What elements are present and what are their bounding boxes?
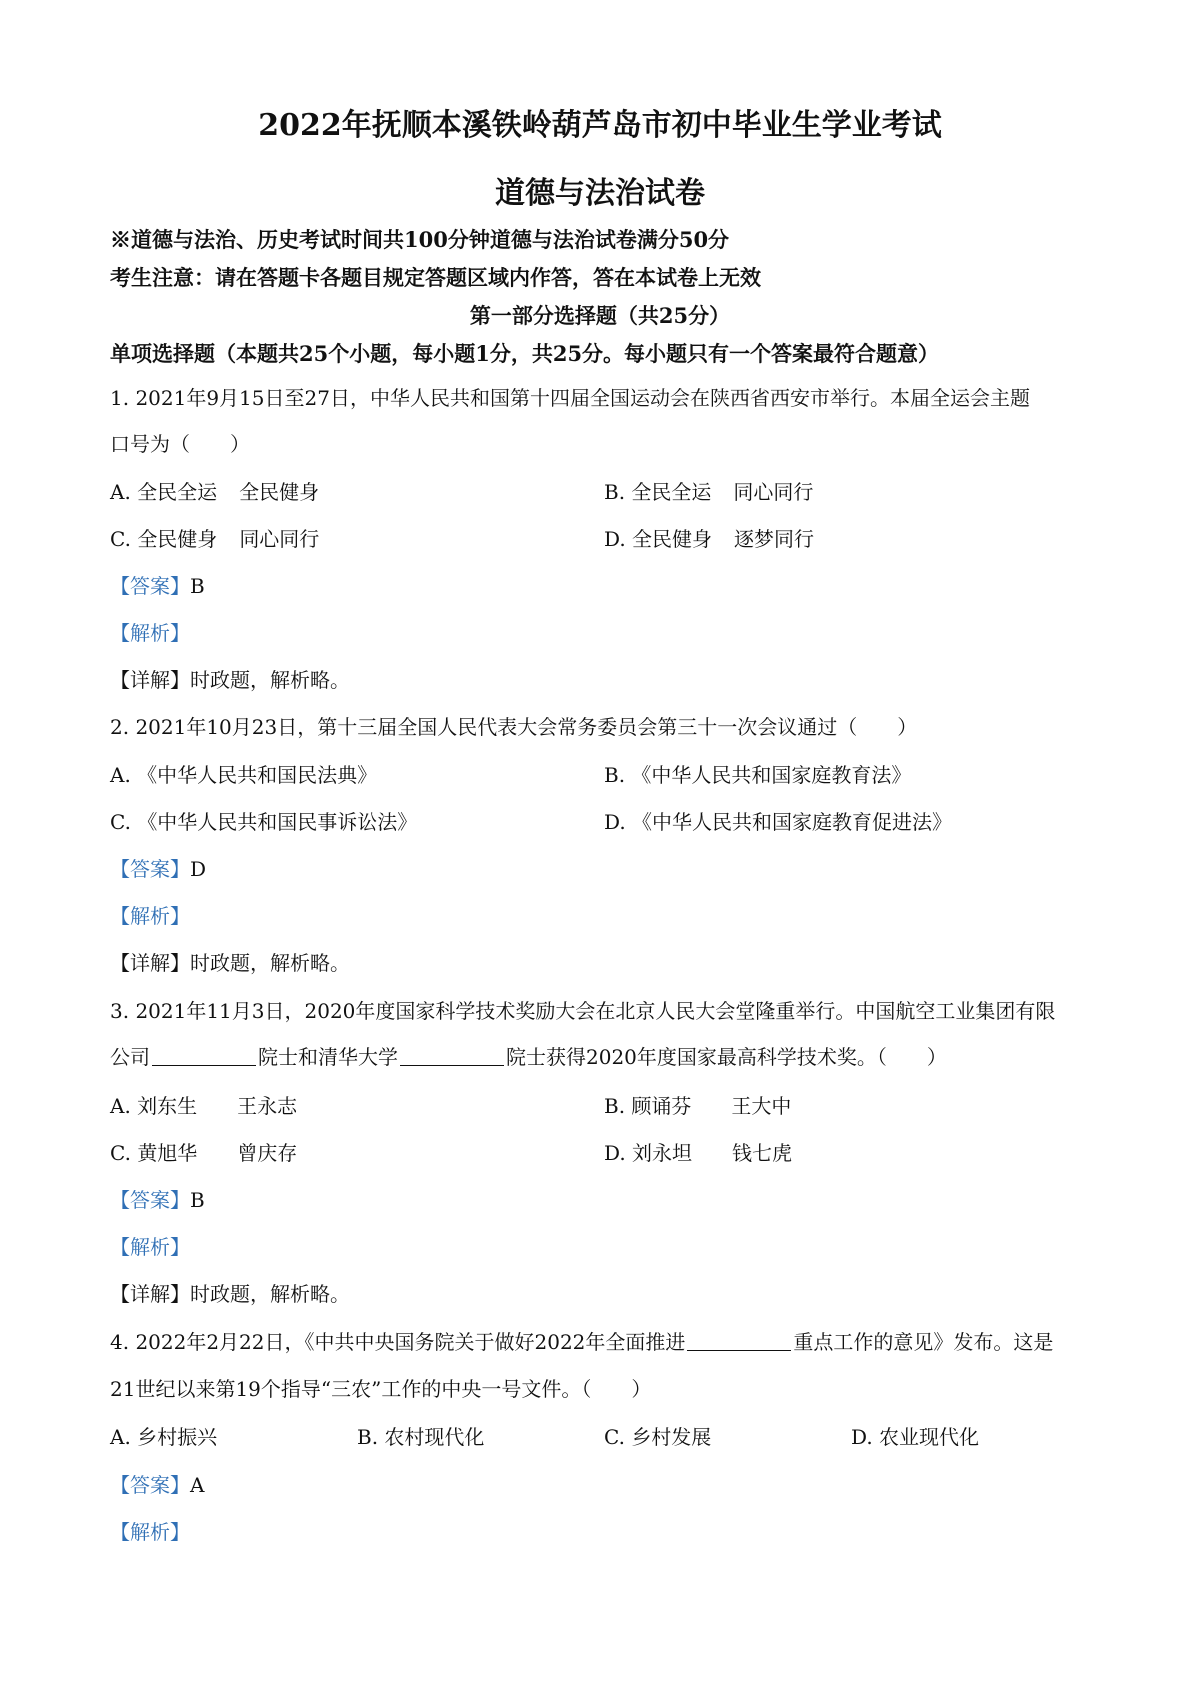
question-1-stem: 1. 2021年9月15日至27日，中华人民共和国第十四届全国运动会在陕西省西安市举行。本届全运会主题 — [110, 386, 1030, 410]
question-1-answer: 【答案】B — [110, 574, 205, 598]
question-3-stem-cont: 公司 院士和清华大学 院士获得2020年度国家最高科学技术奖。（ ） — [110, 1045, 947, 1069]
candidate-notice: 考生注意：请在答题卡各题目规定答题区域内作答，答在本试卷上无效 — [110, 265, 761, 290]
question-3-analysis: 【解析】 — [110, 1235, 190, 1259]
section-heading: 单项选择题（本题共25个小题，每小题1分，共25分。每小题只有一个答案最符合题意） — [110, 341, 940, 366]
question-4-option-b[interactable]: B. 农村现代化 — [357, 1425, 485, 1449]
question-2-option-a[interactable]: A. 《中华人民共和国民法典》 — [110, 763, 378, 787]
question-1-option-a[interactable]: A. 全民全运 全民健身 — [110, 480, 320, 504]
question-1-detail: 【详解】时政题，解析略。 — [110, 668, 350, 692]
part-heading: 第一部分选择题（共25分） — [469, 303, 731, 328]
question-2-analysis: 【解析】 — [110, 904, 190, 928]
question-3-option-c[interactable]: C. 黄旭华 曾庆存 — [110, 1141, 298, 1165]
question-2-option-d[interactable]: D. 《中华人民共和国家庭教育促进法》 — [604, 810, 953, 834]
fill-blank — [687, 1332, 791, 1351]
question-4-option-c[interactable]: C. 乡村发展 — [604, 1425, 712, 1449]
question-1-analysis: 【解析】 — [110, 621, 190, 645]
question-3-option-b[interactable]: B. 顾诵芬 王大中 — [604, 1094, 792, 1118]
question-2-option-b[interactable]: B. 《中华人民共和国家庭教育法》 — [604, 763, 912, 787]
question-1-option-b[interactable]: B. 全民全运 同心同行 — [604, 480, 814, 504]
page-title: 2022年抚顺本溪铁岭葫芦岛市初中毕业生学业考试 — [258, 108, 942, 143]
question-3-answer: 【答案】B — [110, 1188, 205, 1212]
page-subtitle: 道德与法治试卷 — [495, 176, 705, 211]
question-2-answer: 【答案】D — [110, 857, 207, 881]
question-4-analysis: 【解析】 — [110, 1520, 190, 1544]
question-4-option-a[interactable]: A. 乡村振兴 — [110, 1425, 218, 1449]
question-4-option-d[interactable]: D. 农业现代化 — [851, 1425, 980, 1449]
question-2-option-c[interactable]: C. 《中华人民共和国民事诉讼法》 — [110, 810, 418, 834]
fill-blank — [400, 1047, 504, 1066]
question-3-detail: 【详解】时政题，解析略。 — [110, 1282, 350, 1306]
question-3-stem: 3. 2021年11月3日，2020年度国家科学技术奖励大会在北京人民大会堂隆重举行。中国航空工业集团有限 — [110, 999, 1056, 1023]
question-3-option-d[interactable]: D. 刘永坦 钱七虎 — [604, 1141, 793, 1165]
question-4-stem: 4. 2022年2月22日，《中共中央国务院关于做好2022年全面推进 重点工作的意见》发布。这是 — [110, 1330, 1054, 1354]
question-2-detail: 【详解】时政题，解析略。 — [110, 951, 350, 975]
question-2-stem: 2. 2021年10月23日，第十三届全国人民代表大会常务委员会第三十一次会议通过（ ） — [110, 715, 918, 739]
exam-time-note: ※道德与法治、历史考试时间共100分钟道德与法治试卷满分50分 — [110, 227, 730, 252]
question-1-stem-cont: 口号为（ ） — [110, 432, 250, 456]
question-1-option-c[interactable]: C. 全民健身 同心同行 — [110, 527, 320, 551]
question-3-option-a[interactable]: A. 刘东生 王永志 — [110, 1094, 298, 1118]
fill-blank — [152, 1047, 256, 1066]
question-4-stem-cont: 21世纪以来第19个指导“三农”工作的中央一号文件。（ ） — [110, 1377, 652, 1401]
question-4-answer: 【答案】A — [110, 1473, 205, 1497]
question-1-option-d[interactable]: D. 全民健身 逐梦同行 — [604, 527, 815, 551]
